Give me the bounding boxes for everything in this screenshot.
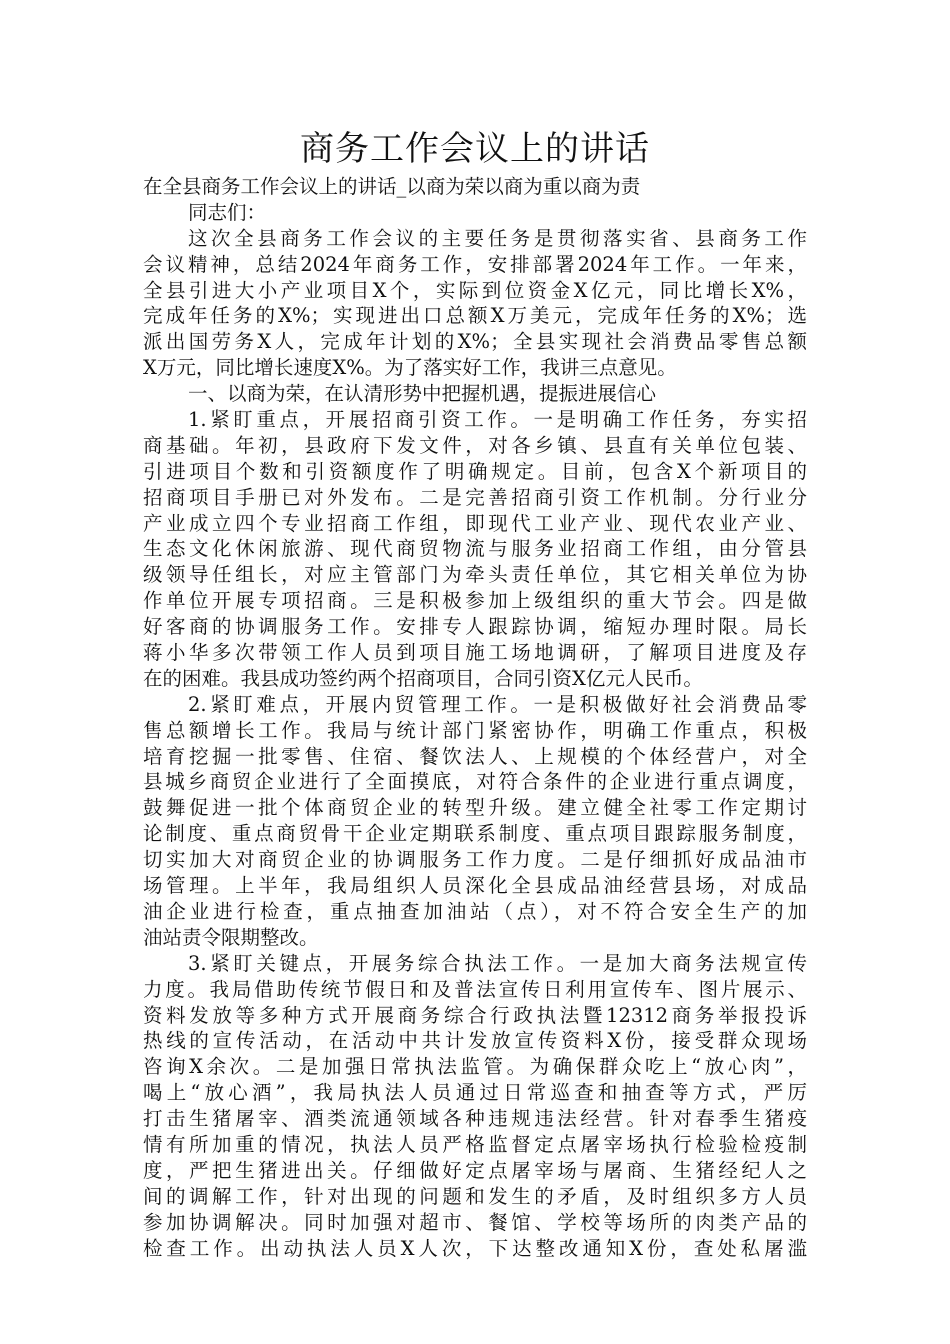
text-line: 售总额增长工作。我局与统计部门紧密协作，明确工作重点，积极 xyxy=(143,718,807,742)
text-line: 作单位开展专项招商。三是积极参加上级组织的重大节会。四是做 xyxy=(143,589,807,613)
text-line: 参加协调解决。同时加强对超市、餐馆、学校等场所的肉类产品的 xyxy=(143,1210,807,1234)
text-line: 蒋小华多次带领工作人员到项目施工场地调研，了解项目进度及存 xyxy=(143,641,807,665)
text-line: 2.紧盯难点，开展内贸管理工作。一是积极做好社会消费品零 xyxy=(188,692,807,716)
text-line: 好客商的协调服务工作。安排专人跟踪协调，缩短办理时限。局长 xyxy=(143,615,807,639)
text-line: 一、以商为荣，在认清形势中把握机遇，提振进展信心 xyxy=(188,382,657,406)
text-line: 喝上“放心酒”，我局执法人员通过日常巡查和抽查等方式，严厉 xyxy=(143,1081,807,1105)
text-line: X万元，同比增长速度X%。为了落实好工作，我讲三点意见。 xyxy=(143,356,677,380)
text-line: 间的调解工作，针对出现的问题和发生的矛盾，及时组织多方人员 xyxy=(143,1184,807,1208)
text-line: 生态文化休闲旅游、现代商贸物流与服务业招商工作组，由分管县 xyxy=(143,537,807,561)
text-line: 度，严把生猪进出关。仔细做好定点屠宰场与屠商、生猪经纪人之 xyxy=(143,1158,807,1182)
text-line: 会议精神，总结2024年商务工作，安排部署2024年工作。一年来， xyxy=(143,252,807,276)
text-line: 鼓舞促进一批个体商贸企业的转型升级。建立健全社零工作定期讨 xyxy=(143,796,807,820)
text-line: 力度。我局借助传统节假日和及普法宣传日利用宣传车、图片展示、 xyxy=(143,977,807,1001)
document-body xyxy=(143,174,807,1261)
text-line: 商基础。年初，县政府下发文件，对各乡镇、县直有关单位包装、 xyxy=(143,433,807,457)
text-line: 3.紧盯关键点，开展务综合执法工作。一是加大商务法规宣传 xyxy=(188,951,807,975)
text-line: 县城乡商贸企业进行了全面摸底，对符合条件的企业进行重点调度， xyxy=(143,770,807,794)
text-line: 在的困难。我县成功签约两个招商项目，合同引资X亿元人民币。 xyxy=(143,666,703,690)
text-line: 培育挖掘一批零售、住宿、餐饮法人、上规模的个体经营户，对全 xyxy=(143,744,807,768)
text-line: 论制度、重点商贸骨干企业定期联系制度、重点项目跟踪服务制度， xyxy=(143,822,807,846)
text-line: 油企业进行检查，重点抽查加油站（点），对不符合安全生产的加 xyxy=(143,899,807,923)
text-line: 完成年任务的X%；实现进出口总额X万美元，完成年任务的X%；选 xyxy=(143,304,807,328)
text-line: 派出国劳务X人，完成年计划的X%；全县实现社会消费品零售总额 xyxy=(143,330,807,354)
text-line: 咨询X余次。二是加强日常执法监管。为确保群众吃上“放心肉”， xyxy=(143,1055,807,1079)
text-line: 招商项目手册已对外发布。二是完善招商引资工作机制。分行业分 xyxy=(143,485,807,509)
text-line: 全县引进大小产业项目X个，实际到位资金X亿元，同比增长X%， xyxy=(143,278,807,302)
text-line: 级领导任组长，对应主管部门为牵头责任单位，其它相关单位为协 xyxy=(143,563,807,587)
text-line: 油站责令限期整改。 xyxy=(143,925,319,949)
text-line: 同志们： xyxy=(188,200,267,224)
text-line: 热线的宣传活动，在活动中共计发放宣传资料X份，接受群众现场 xyxy=(143,1029,807,1053)
text-line: 在全县商务工作会议上的讲话_以商为荣以商为重以商为责 xyxy=(143,175,641,198)
text-line: 检查工作。出动执法人员X人次，下达整改通知X份，查处私屠滥 xyxy=(143,1236,807,1260)
text-line: 切实加大对商贸企业的协调服务工作力度。二是仔细抓好成品油市 xyxy=(143,848,807,872)
text-line: 资料发放等多种方式开展商务综合行政执法暨12312商务举报投诉 xyxy=(143,1003,807,1027)
text-line: 情有所加重的情况，执法人员严格监督定点屠宰场执行检验检疫制 xyxy=(143,1132,807,1156)
text-line: 打击生猪屠宰、酒类流通领域各种违规违法经营。针对春季生猪疫 xyxy=(143,1107,807,1131)
text-line: 这次全县商务工作会议的主要任务是贯彻落实省、县商务工作 xyxy=(188,226,807,250)
text-line: 产业成立四个专业招商工作组，即现代工业产业、现代农业产业、 xyxy=(143,511,807,535)
text-line: 1.紧盯重点，开展招商引资工作。一是明确工作任务，夯实招 xyxy=(188,408,807,432)
text-line: 场管理。上半年，我局组织人员深化全县成品油经营县场，对成品 xyxy=(143,874,807,898)
text-line: 引进项目个数和引资额度作了明确规定。目前，包含X个新项目的 xyxy=(143,459,807,483)
document-title: 商务工作会议上的讲话 xyxy=(300,129,650,169)
